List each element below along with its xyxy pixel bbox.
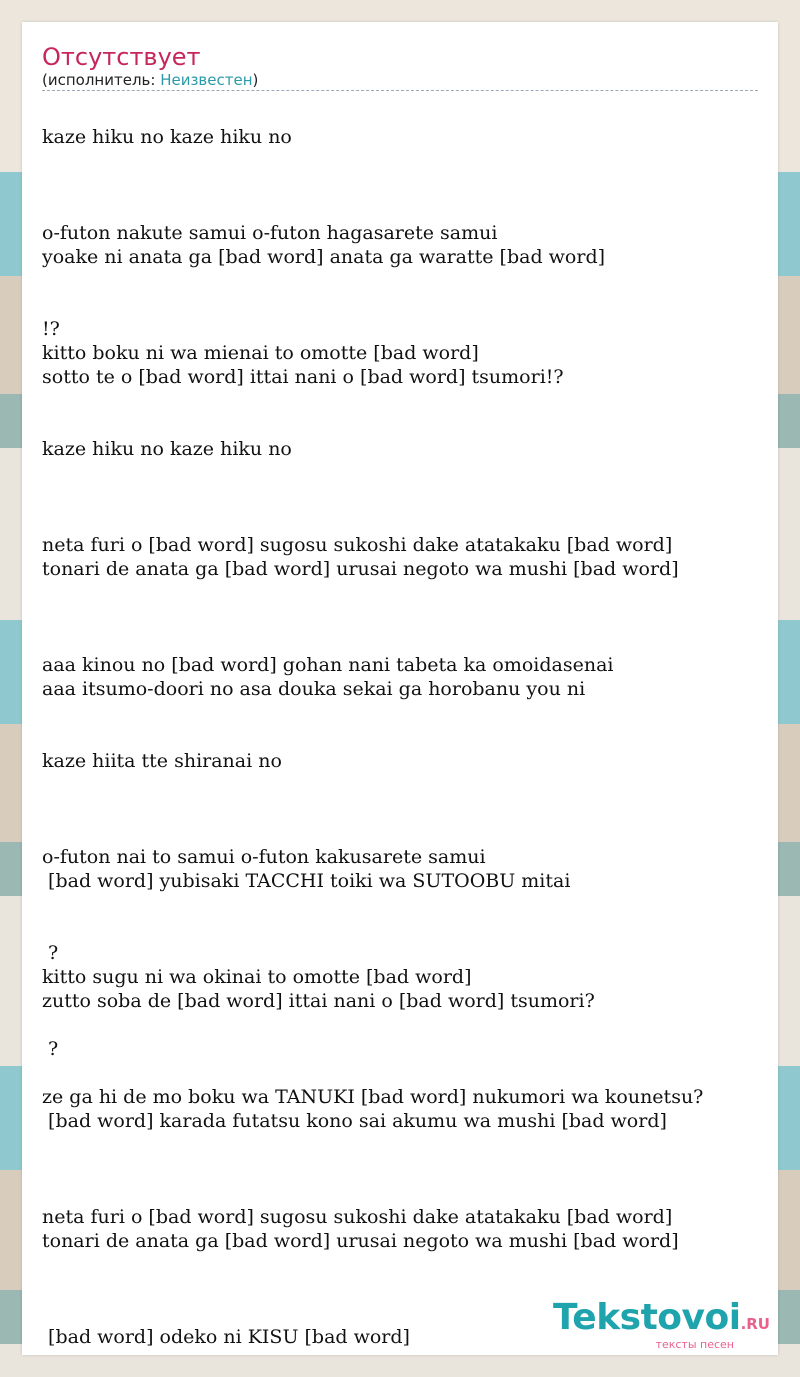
lyric-line: [42, 917, 760, 941]
lyric-line: !?: [42, 318, 60, 340]
lyric-line: [42, 509, 760, 533]
lyric-line: zutto soba de [bad word] ittai nani o [bad word] tsumori?: [42, 990, 595, 1012]
lyric-line: yoake ni anata ga [bad word] anata ga waratte [bad word]: [42, 246, 606, 268]
lyric-line: [42, 581, 760, 605]
lyric-line: [42, 605, 760, 629]
song-title: Отсутствует: [42, 43, 201, 71]
lyric-line: kaze hiku no kaze hiku no: [42, 126, 292, 148]
lyric-line: kaze hiku no kaze hiku no: [42, 438, 292, 460]
title-divider: [42, 90, 758, 91]
lyric-line: neta furi o [bad word] sugosu sukoshi dake atatakaku [bad word]: [42, 1206, 673, 1228]
lyrics-card: [22, 22, 778, 1355]
logo-tagline: тексты песен: [655, 1338, 734, 1351]
lyrics-text: [42, 125, 760, 1349]
lyric-line: [42, 821, 760, 845]
lyric-line: [bad word] karada futatsu kono sai akumu wa mushi [bad word]: [42, 1110, 667, 1132]
lyric-line: aaa itsumo-doori no asa douka sekai ga horobanu you ni: [42, 678, 586, 700]
lyric-line: tonari de anata ga [bad word] urusai negoto wa mushi [bad word]: [42, 558, 679, 580]
lyric-line: ze ga hi de mo boku wa TANUKI [bad word] nukumori wa kounetsu?: [42, 1086, 704, 1108]
lyric-line: [42, 293, 760, 317]
artist-suffix: ): [252, 71, 259, 89]
lyric-line: kitto sugu ni wa okinai to omotte [bad word]: [42, 966, 472, 988]
lyric-line: [42, 269, 760, 293]
artist-prefix: (исполнитель:: [42, 71, 161, 89]
lyric-line: [42, 1013, 760, 1037]
lyric-line: [42, 893, 760, 917]
lyric-line: neta furi o [bad word] sugosu sukoshi dake atatakaku [bad word]: [42, 534, 673, 556]
lyric-line: o-futon nai to samui o-futon kakusarete samui: [42, 846, 486, 868]
lyric-line: aaa kinou no [bad word] gohan nani tabeta ka omoidasenai: [42, 654, 614, 676]
logo-domain: .RU: [740, 1315, 770, 1333]
lyric-line: ?: [42, 1038, 59, 1060]
lyric-line: [42, 1133, 760, 1157]
lyric-line: [42, 773, 760, 797]
lyric-line: kaze hiita tte shiranai no: [42, 750, 282, 772]
lyric-line: [42, 701, 760, 725]
artist-line: [42, 71, 258, 89]
lyric-line: [42, 149, 760, 173]
lyric-line: [42, 1061, 760, 1085]
lyric-line: [42, 1157, 760, 1181]
lyric-line: [42, 197, 760, 221]
lyric-line: kitto boku ni wa mienai to omotte [bad word]: [42, 342, 479, 364]
lyric-line: [42, 485, 760, 509]
logo-name: Tekstovoi: [553, 1297, 741, 1338]
lyric-line: [42, 1181, 760, 1205]
lyric-line: [bad word] yubisaki TACCHI toiki wa SUTOOBU mitai: [42, 870, 571, 892]
lyric-line: [bad word] odeko ni KISU [bad word]: [42, 1326, 410, 1348]
lyric-line: [42, 1253, 760, 1277]
lyric-line: [42, 173, 760, 197]
lyric-line: sotto te o [bad word] ittai nani o [bad word] tsumori!?: [42, 366, 564, 388]
lyric-line: [42, 413, 760, 437]
lyric-line: o-futon nakute samui o-futon hagasarete samui: [42, 222, 498, 244]
lyric-line: [42, 461, 760, 485]
site-logo[interactable]: [553, 1297, 770, 1351]
lyric-line: [42, 629, 760, 653]
lyric-line: [42, 725, 760, 749]
lyric-line: [42, 797, 760, 821]
lyric-line: ?: [42, 942, 59, 964]
artist-link[interactable]: Неизвестен: [160, 71, 253, 89]
lyric-line: [42, 389, 760, 413]
lyric-line: tonari de anata ga [bad word] urusai negoto wa mushi [bad word]: [42, 1230, 679, 1252]
